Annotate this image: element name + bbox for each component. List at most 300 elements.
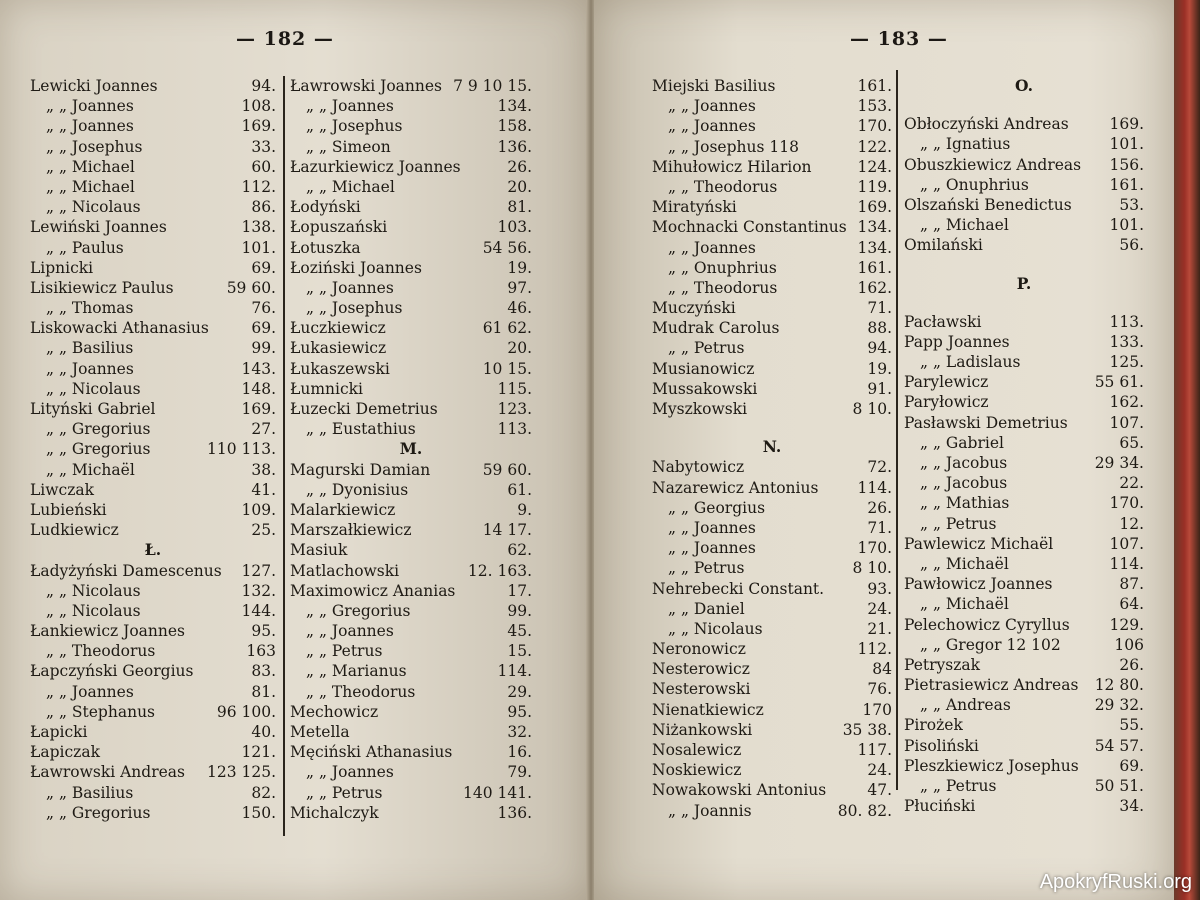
entry-name: „ „ Joannis — [668, 801, 752, 820]
entry-name: Łodyński — [290, 198, 361, 217]
spacer — [904, 294, 1144, 312]
entry-page-refs: 134. — [857, 218, 892, 237]
index-entry — [30, 278, 276, 298]
entry-page-refs: 40. — [251, 723, 276, 741]
index-entry — [290, 419, 532, 439]
index-entry — [904, 594, 1144, 614]
index-entry — [652, 457, 892, 477]
entry-page-refs: 26. — [1119, 655, 1144, 674]
index-entry — [652, 801, 892, 821]
entry-name: Mechowicz — [290, 702, 379, 721]
entry-name: „ „ Joannes — [668, 539, 756, 558]
entry-name: Mussakowski — [652, 379, 758, 398]
entry-page-refs: 170 — [862, 700, 892, 719]
index-entry — [904, 635, 1144, 655]
index-entry — [652, 639, 892, 659]
index-entry — [652, 498, 892, 518]
book-cover-edge — [1174, 0, 1200, 900]
entry-page-refs: 35 38. — [842, 720, 892, 739]
entry-page-refs: 54 56. — [482, 238, 532, 257]
index-entry — [30, 480, 276, 500]
entry-name: Magurski Damian — [290, 460, 431, 479]
letter-heading — [904, 76, 1144, 96]
entry-page-refs: 113. — [1109, 312, 1144, 331]
letter-heading-text: P. — [1016, 273, 1032, 293]
index-entry — [652, 659, 892, 679]
entry-page-refs: 34. — [1119, 797, 1144, 816]
entry-name: Ładyżyński Damescenus — [30, 561, 222, 580]
entry-page-refs: 21. — [867, 619, 892, 638]
column-divider — [896, 70, 898, 790]
index-entry — [30, 137, 276, 157]
index-entry — [30, 258, 276, 278]
index-entry — [30, 399, 276, 419]
index-entry — [904, 413, 1144, 433]
index-entry — [652, 278, 892, 298]
index-entry — [290, 197, 532, 217]
entry-name: „ „ Georgius — [668, 498, 766, 517]
entry-name: Nienatkiewicz — [652, 700, 764, 719]
index-entry — [652, 359, 892, 379]
index-entry — [30, 419, 276, 439]
entry-page-refs: 79. — [507, 763, 532, 782]
index-entry — [652, 96, 892, 116]
entry-page-refs: 61 62. — [482, 319, 532, 338]
column-divider — [283, 76, 285, 836]
entry-page-refs: 107. — [1109, 413, 1144, 432]
entry-page-refs: 53. — [1119, 195, 1144, 214]
index-entry — [290, 480, 532, 500]
entry-name: Metella — [290, 723, 350, 741]
entry-name: Lityński Gabriel — [30, 400, 156, 418]
index-entry — [904, 776, 1144, 796]
entry-name: Mochnacki Constantinus — [652, 218, 847, 237]
index-entry — [652, 116, 892, 136]
entry-page-refs: 33. — [251, 137, 276, 156]
entry-page-refs: 65. — [1119, 433, 1144, 452]
entry-page-refs: 10 15. — [482, 359, 532, 378]
entry-page-refs: 69. — [1119, 756, 1144, 775]
index-entry — [30, 318, 276, 338]
entry-page-refs: 7 9 10 15. — [453, 77, 532, 95]
spacer — [904, 256, 1144, 274]
index-entry — [652, 760, 892, 780]
index-entry — [652, 720, 892, 740]
index-entry — [290, 460, 532, 480]
entry-name: „ „ Basilius — [46, 339, 134, 358]
entry-page-refs: 101. — [1109, 135, 1144, 154]
index-entry — [30, 116, 276, 136]
index-entry — [290, 359, 532, 379]
entry-page-refs: 101. — [241, 238, 276, 257]
entry-page-refs: 38. — [251, 460, 276, 479]
entry-page-refs: 117. — [857, 741, 892, 759]
entry-name: „ „ Jacobus — [920, 454, 1008, 472]
entry-page-refs: 113. — [497, 420, 532, 439]
entry-page-refs: 136. — [497, 803, 532, 822]
entry-page-refs: 15. — [507, 642, 532, 661]
entry-name: „ „ Gregor 12 102 — [920, 635, 1061, 654]
index-entry — [904, 695, 1144, 715]
index-entry — [290, 298, 532, 318]
entry-page-refs: 133. — [1109, 332, 1144, 351]
entry-name: Malarkiewicz — [290, 500, 396, 519]
index-column-left-1 — [30, 76, 276, 823]
index-entry — [30, 682, 276, 702]
index-entry — [30, 460, 276, 480]
index-entry — [30, 641, 276, 661]
entry-name: Łuzecki Demetrius — [290, 400, 438, 418]
index-entry — [290, 722, 532, 742]
entry-name: „ „ Ladislaus — [920, 353, 1021, 372]
entry-name: Pacławski — [904, 312, 982, 331]
entry-name: „ „ Stephanus — [46, 702, 155, 721]
entry-page-refs: 132. — [241, 581, 276, 600]
entry-page-refs: 99. — [507, 601, 532, 620]
entry-name: „ „ Daniel — [668, 599, 745, 618]
entry-name: „ „ Joannes — [306, 97, 394, 116]
entry-page-refs: 115. — [497, 379, 532, 398]
index-entry — [290, 702, 532, 722]
entry-page-refs: 170. — [857, 539, 892, 558]
index-entry — [30, 439, 276, 459]
entry-name: „ „ Michaël — [46, 460, 135, 479]
letter-heading — [904, 274, 1144, 294]
entry-name: „ „ Nicolaus — [668, 619, 763, 638]
entry-page-refs: 138. — [241, 218, 276, 237]
entry-page-refs: 87. — [1119, 575, 1144, 594]
index-entry — [290, 379, 532, 399]
entry-page-refs: 82. — [251, 783, 276, 802]
entry-name: „ „ Petrus — [920, 514, 997, 533]
index-entry — [652, 379, 892, 399]
entry-name: „ „ Onuphrius — [668, 258, 777, 277]
index-entry — [30, 783, 276, 803]
index-entry — [30, 742, 276, 762]
index-entry — [652, 258, 892, 278]
index-entry — [290, 682, 532, 702]
index-entry — [290, 318, 532, 338]
index-entry — [30, 359, 276, 379]
entry-name: „ „ Michael — [306, 177, 395, 196]
entry-name: „ „ Joannes — [46, 97, 134, 116]
entry-name: Łapczyński Georgius — [30, 662, 194, 681]
index-entry — [290, 561, 532, 581]
index-entry — [290, 96, 532, 116]
index-entry — [652, 478, 892, 498]
entry-page-refs: 143. — [241, 359, 276, 378]
index-entry — [290, 742, 532, 762]
entry-page-refs: 59 60. — [226, 278, 276, 297]
spacer — [652, 419, 892, 437]
entry-page-refs: 122. — [857, 137, 892, 156]
entry-page-refs: 170. — [1109, 494, 1144, 513]
entry-page-refs: 93. — [867, 579, 892, 598]
watermark: ApokryfRuski.org — [1039, 871, 1192, 893]
index-entry — [290, 278, 532, 298]
index-entry — [904, 473, 1144, 493]
left-page — [0, 0, 588, 900]
entry-page-refs: 47. — [867, 781, 892, 800]
index-entry — [904, 235, 1144, 255]
entry-page-refs: 110 113. — [206, 440, 276, 459]
entry-name: Mihułowicz Hilarion — [652, 157, 812, 176]
entry-name: Ławrowski Andreas — [30, 763, 185, 782]
entry-page-refs: 55. — [1119, 716, 1144, 735]
index-entry — [652, 700, 892, 720]
entry-page-refs: 103. — [497, 218, 532, 237]
entry-page-refs: 129. — [1109, 615, 1144, 634]
entry-name: Łumnicki — [290, 379, 364, 398]
entry-page-refs: 27. — [251, 420, 276, 439]
entry-name: „ „ Mathias — [920, 494, 1010, 513]
entry-page-refs: 161. — [857, 258, 892, 277]
index-entry — [290, 803, 532, 823]
entry-page-refs: 86. — [251, 198, 276, 217]
entry-name: „ „ Nicolaus — [46, 581, 141, 600]
entry-page-refs: 134. — [857, 238, 892, 257]
entry-name: Pasławski Demetrius — [904, 413, 1068, 432]
entry-page-refs: 96 100. — [216, 702, 276, 721]
index-entry — [290, 217, 532, 237]
entry-page-refs: 81. — [507, 198, 532, 217]
entry-name: Łukaszewski — [290, 359, 390, 378]
entry-page-refs: 9. — [517, 500, 532, 519]
index-entry — [652, 238, 892, 258]
index-entry — [30, 379, 276, 399]
entry-page-refs: 60. — [251, 157, 276, 176]
entry-page-refs: 150. — [241, 803, 276, 822]
index-entry — [904, 514, 1144, 534]
index-entry — [904, 372, 1144, 392]
entry-name: Nosalewicz — [652, 741, 742, 759]
index-entry — [30, 217, 276, 237]
entry-name: „ „ Ignatius — [920, 135, 1011, 154]
index-entry — [290, 116, 532, 136]
entry-name: Łapiczak — [30, 743, 100, 762]
index-entry — [904, 352, 1144, 372]
entry-name: „ „ Eustathius — [306, 420, 416, 439]
index-entry — [30, 661, 276, 681]
index-entry — [30, 762, 276, 782]
entry-name: „ „ Gregorius — [46, 440, 151, 459]
index-entry — [652, 217, 892, 237]
entry-name: „ „ Gabriel — [920, 433, 1004, 452]
entry-page-refs: 148. — [241, 379, 276, 398]
entry-page-refs: 22. — [1119, 474, 1144, 493]
entry-name: Liwczak — [30, 480, 94, 499]
entry-name: „ „ Gregorius — [46, 803, 151, 822]
index-column-right-2 — [904, 76, 1144, 816]
entry-page-refs: 24. — [867, 761, 892, 780]
entry-page-refs: 121. — [241, 743, 276, 762]
entry-name: „ „ Josephus — [306, 299, 403, 318]
entry-page-refs: 161. — [1109, 175, 1144, 194]
index-entry — [290, 540, 532, 560]
entry-page-refs: 114. — [857, 478, 892, 497]
entry-name: Parylewicz — [904, 373, 989, 392]
entry-name: „ „ Josephus 118 — [668, 137, 799, 156]
entry-name: „ „ Joannes — [668, 97, 756, 116]
entry-page-refs: 127. — [241, 561, 276, 580]
entry-name: „ „ Michael — [46, 157, 135, 176]
entry-name: Papp Joannes — [904, 332, 1010, 351]
entry-name: Nazarewicz Antonius — [652, 478, 819, 497]
entry-page-refs: 169. — [241, 400, 276, 418]
entry-page-refs: 84 — [872, 660, 892, 679]
index-entry — [30, 238, 276, 258]
entry-name: Lisikiewicz Paulus — [30, 278, 174, 297]
entry-name: Łoziński Joannes — [290, 258, 422, 277]
right-page — [594, 0, 1174, 900]
entry-page-refs: 29. — [507, 682, 532, 701]
entry-page-refs: 12 80. — [1094, 676, 1144, 695]
entry-page-refs: 136. — [497, 137, 532, 156]
entry-page-refs: 8 10. — [852, 400, 892, 418]
entry-page-refs: 108. — [241, 97, 276, 116]
index-entry — [290, 520, 532, 540]
index-entry — [904, 493, 1144, 513]
entry-page-refs: 158. — [497, 117, 532, 136]
entry-page-refs: 88. — [867, 319, 892, 338]
index-entry — [30, 500, 276, 520]
index-column-right-1 — [652, 76, 892, 821]
index-entry — [30, 722, 276, 742]
index-entry — [30, 520, 276, 540]
index-entry — [290, 76, 532, 96]
entry-page-refs: 123 125. — [206, 763, 276, 782]
entry-name: Michalczyk — [290, 803, 379, 822]
entry-page-refs: 95. — [251, 622, 276, 641]
entry-name: Płuciński — [904, 797, 976, 816]
entry-name: „ „ Gregorius — [306, 601, 411, 620]
entry-name: Łazurkiewicz Joannes — [290, 157, 461, 176]
entry-page-refs: 140 141. — [462, 783, 532, 802]
index-entry — [904, 392, 1144, 412]
index-entry — [652, 558, 892, 578]
entry-name: Łukasiewicz — [290, 339, 387, 358]
entry-page-refs: 94. — [251, 77, 276, 95]
entry-page-refs: 19. — [507, 258, 532, 277]
entry-page-refs: 46. — [507, 299, 532, 318]
index-entry — [652, 76, 892, 96]
entry-name: „ „ Gregorius — [46, 420, 151, 439]
entry-name: „ „ Dyonisius — [306, 480, 409, 499]
index-entry — [904, 114, 1144, 134]
entry-name: Noskiewicz — [652, 761, 742, 780]
entry-name: „ „ Nicolaus — [46, 198, 141, 217]
entry-page-refs: 119. — [857, 177, 892, 196]
index-entry — [30, 561, 276, 581]
entry-name: Mudrak Carolus — [652, 319, 780, 338]
entry-page-refs: 162. — [1109, 393, 1144, 412]
entry-page-refs: 20. — [507, 177, 532, 196]
index-entry — [290, 581, 532, 601]
entry-page-refs: 83. — [251, 662, 276, 681]
entry-page-refs: 26. — [507, 157, 532, 176]
entry-name: Lewiński Joannes — [30, 218, 167, 237]
letter-heading — [652, 437, 892, 457]
entry-page-refs: 62. — [507, 541, 532, 560]
entry-name: Petryszak — [904, 655, 981, 674]
index-entry — [290, 238, 532, 258]
index-entry — [290, 783, 532, 803]
entry-name: Matlachowski — [290, 561, 400, 580]
entry-page-refs: 109. — [241, 500, 276, 519]
index-entry — [30, 338, 276, 358]
index-entry — [904, 796, 1144, 816]
entry-name: „ „ Petrus — [668, 559, 745, 578]
entry-page-refs: 106 — [1114, 635, 1144, 654]
index-entry — [652, 619, 892, 639]
entry-name: „ „ Thomas — [46, 299, 134, 318]
index-entry — [290, 621, 532, 641]
entry-page-refs: 59 60. — [482, 460, 532, 479]
entry-name: Miejski Basilius — [652, 77, 776, 95]
entry-name: Niżankowski — [652, 720, 753, 739]
entry-name: Pisoliński — [904, 736, 979, 755]
index-entry — [904, 215, 1144, 235]
index-entry — [30, 803, 276, 823]
entry-page-refs: 29 34. — [1094, 454, 1144, 472]
entry-page-refs: 134. — [497, 97, 532, 116]
page-number-183: — 183 — — [850, 28, 948, 50]
index-entry — [30, 96, 276, 116]
entry-page-refs: 69. — [251, 258, 276, 277]
entry-page-refs: 64. — [1119, 595, 1144, 614]
entry-page-refs: 112. — [241, 177, 276, 196]
entry-page-refs: 91. — [867, 379, 892, 398]
index-entry — [290, 338, 532, 358]
entry-name: Omilański — [904, 236, 983, 255]
entry-name: „ „ Petrus — [668, 339, 745, 358]
index-entry — [652, 679, 892, 699]
entry-name: Nowakowski Antonius — [652, 781, 827, 800]
entry-page-refs: 12. 163. — [467, 561, 532, 580]
index-entry — [290, 258, 532, 278]
entry-name: Pawłowicz Joannes — [904, 575, 1053, 594]
index-entry — [290, 399, 532, 419]
entry-name: „ „ Onuphrius — [920, 175, 1029, 194]
entry-page-refs: 125. — [1109, 353, 1144, 372]
index-entry — [652, 780, 892, 800]
entry-page-refs: 72. — [867, 458, 892, 477]
entry-name: Pleszkiewicz Josephus — [904, 756, 1079, 775]
index-entry — [290, 641, 532, 661]
entry-name: „ „ Petrus — [306, 642, 383, 661]
entry-name: Marszałkiewicz — [290, 521, 412, 540]
entry-name: Łuczkiewicz — [290, 319, 386, 338]
entry-page-refs: 71. — [867, 299, 892, 318]
index-entry — [30, 601, 276, 621]
entry-page-refs: 54 57. — [1094, 736, 1144, 755]
entry-name: „ „ Joannes — [668, 518, 756, 537]
letter-heading-text: N. — [762, 437, 782, 457]
index-entry — [904, 332, 1144, 352]
entry-name: Nehrebecki Constant. — [652, 579, 825, 598]
entry-name: Maximowicz Ananias — [290, 581, 456, 600]
entry-name: „ „ Joannes — [306, 278, 394, 297]
entry-page-refs: 8 10. — [852, 559, 892, 578]
entry-name: Łapicki — [30, 723, 88, 741]
entry-page-refs: 20. — [507, 339, 532, 358]
index-entry — [652, 298, 892, 318]
entry-page-refs: 144. — [241, 601, 276, 620]
index-entry — [652, 177, 892, 197]
index-entry — [290, 157, 532, 177]
entry-name: „ „ Joannes — [306, 763, 394, 782]
entry-name: Obuszkiewicz Andreas — [904, 155, 1082, 174]
